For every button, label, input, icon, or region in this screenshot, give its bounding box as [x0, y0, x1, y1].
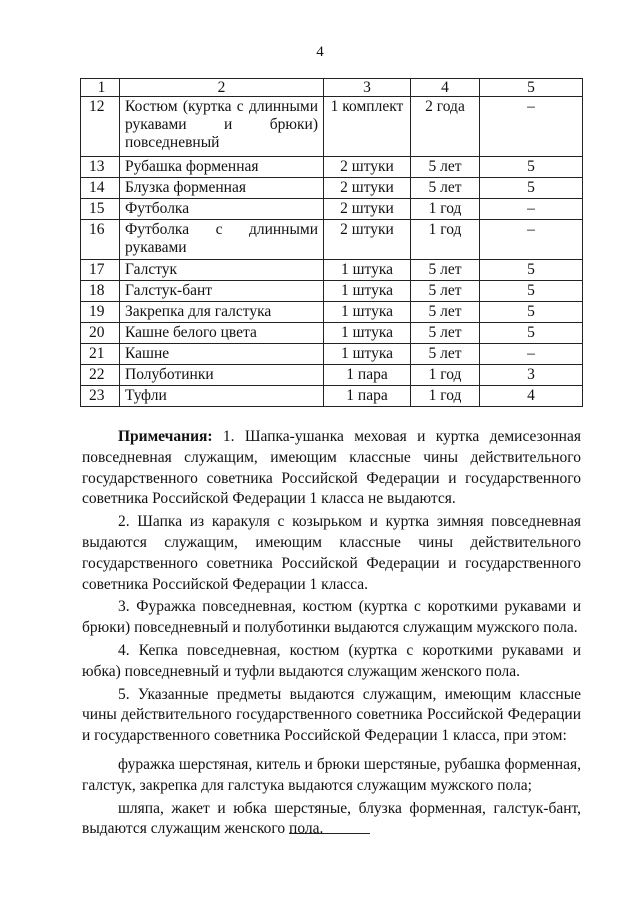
- row-item-name-cell: Галстук: [120, 260, 324, 281]
- row-item-name-cell: Футболка с длинными рукавами: [120, 220, 324, 260]
- row-extra-cell: 5: [480, 260, 583, 281]
- table-row: [81, 386, 583, 407]
- table-row: [81, 220, 583, 260]
- row-number-cell: 20: [81, 323, 120, 344]
- row-number-cell: 21: [81, 344, 120, 365]
- row-term-cell: 5 лет: [411, 302, 480, 323]
- table-row: [81, 178, 583, 199]
- row-item-name-cell: Блузка форменная: [120, 178, 324, 199]
- row-term-cell: 5 лет: [411, 344, 480, 365]
- note-2: 2. Шапка из каракуля с козырьком и куртка зимняя повседневная выдаются служащим, имеющим классные чины действительного государственного советника Российской Федерации и государственного советника Российской Федерации 1 класса.: [82, 513, 581, 593]
- row-quantity-cell: 1 штука: [324, 302, 411, 323]
- note-3: 3. Фуражка повседневная, костюм (куртка с короткими рукавами и брюки) повседневный и полуботинки выдаются служащим мужского пола.: [82, 598, 581, 637]
- row-extra-cell: –: [480, 344, 583, 365]
- row-quantity-cell: 2 штуки: [324, 157, 411, 178]
- table-row: [81, 199, 583, 220]
- row-quantity-cell: 1 штука: [324, 260, 411, 281]
- row-extra-cell: –: [480, 97, 583, 157]
- header-cell-extra: 5: [480, 79, 583, 97]
- table-row: [81, 365, 583, 386]
- row-item-name-cell: Полуботинки: [120, 365, 324, 386]
- notes-label: Примечания: [118, 428, 208, 445]
- footer-separator-line: [289, 833, 370, 834]
- row-quantity-cell: 2 штуки: [324, 220, 411, 260]
- note-5-male: фуражка шерстяная, китель и брюки шерстяные, рубашка форменная, галстук, закрепка для галстука выдаются служащим мужского пола;: [82, 755, 581, 794]
- row-extra-cell: 5: [480, 157, 583, 178]
- row-term-cell: 1 год: [411, 386, 480, 407]
- row-extra-cell: 3: [480, 365, 583, 386]
- row-term-cell: 5 лет: [411, 281, 480, 302]
- row-number-cell: 18: [81, 281, 120, 302]
- row-number-cell: 15: [81, 199, 120, 220]
- row-extra-cell: 5: [480, 178, 583, 199]
- note-1-text: 1. Шапка-ушанка меховая и куртка демисезонная повседневная служащим, имеющим классные чины действительного государственного советника Российской Федерации и государственного советника Российской Федерации 1 класса не выдаются.: [82, 428, 581, 508]
- row-number-cell: 12: [81, 97, 120, 157]
- row-term-cell: 5 лет: [411, 178, 480, 199]
- row-item-name-cell: Кашне: [120, 344, 324, 365]
- row-item-name-cell: Кашне белого цвета: [120, 323, 324, 344]
- row-extra-cell: 5: [480, 281, 583, 302]
- header-cell-quantity: 3: [324, 79, 411, 97]
- row-number-cell: 13: [81, 157, 120, 178]
- table-row: [81, 323, 583, 344]
- row-item-name-cell: Футболка: [120, 199, 324, 220]
- row-item-name-cell: Закрепка для галстука: [120, 302, 324, 323]
- row-term-cell: 5 лет: [411, 157, 480, 178]
- note-1: [82, 427, 581, 510]
- table-row: [81, 97, 583, 157]
- row-extra-cell: –: [480, 199, 583, 220]
- row-term-cell: 5 лет: [411, 260, 480, 281]
- row-term-cell: 1 год: [411, 220, 480, 260]
- note-4: 4. Кепка повседневная, костюм (куртка с короткими рукавами и юбка) повседневный и туфли выдаются служащим женского пола.: [82, 641, 581, 680]
- table-row: [81, 281, 583, 302]
- row-number-cell: 17: [81, 260, 120, 281]
- row-quantity-cell: 2 штуки: [324, 178, 411, 199]
- row-item-name-cell: Костюм (куртка с длинными рукавами и брюки) повседневный: [120, 97, 324, 157]
- row-term-cell: 1 год: [411, 199, 480, 220]
- row-extra-cell: –: [480, 220, 583, 260]
- row-extra-cell: 5: [480, 323, 583, 344]
- row-quantity-cell: 1 комплект: [324, 97, 411, 157]
- row-quantity-cell: 1 штука: [324, 281, 411, 302]
- header-cell-item: 2: [120, 79, 324, 97]
- table-header-row: [81, 79, 583, 97]
- row-number-cell: 14: [81, 178, 120, 199]
- row-item-name-cell: Рубашка форменная: [120, 157, 324, 178]
- row-number-cell: 22: [81, 365, 120, 386]
- note-5: 5. Указанные предметы выдаются служащим, имеющим классные чины действительного государственного советника Российской Федерации и государственного советника Российской Федерации 1 класса, при этом:: [82, 685, 581, 745]
- row-extra-cell: 5: [480, 302, 583, 323]
- row-extra-cell: 4: [480, 386, 583, 407]
- row-term-cell: 5 лет: [411, 323, 480, 344]
- row-quantity-cell: 1 штука: [324, 323, 411, 344]
- table-row: [81, 260, 583, 281]
- table-row: [81, 302, 583, 323]
- row-quantity-cell: 2 штуки: [324, 199, 411, 220]
- row-quantity-cell: 1 пара: [324, 386, 411, 407]
- row-term-cell: 2 года: [411, 97, 480, 157]
- row-item-name-cell: Туфли: [120, 386, 324, 407]
- row-term-cell: 1 год: [411, 365, 480, 386]
- note-5-female: шляпа, жакет и юбка шерстяные, блузка форменная, галстук-бант, выдаются служащим женского пола.: [82, 799, 581, 838]
- row-item-name-cell: Галстук-бант: [120, 281, 324, 302]
- row-quantity-cell: 1 пара: [324, 365, 411, 386]
- table-row: [81, 157, 583, 178]
- row-quantity-cell: 1 штука: [324, 344, 411, 365]
- table-row: [81, 344, 583, 365]
- notes-label-colon: :: [207, 428, 213, 445]
- notes-section: [82, 427, 581, 842]
- header-cell-number: 1: [81, 79, 120, 97]
- row-number-cell: 19: [81, 302, 120, 323]
- row-number-cell: 23: [81, 386, 120, 407]
- header-cell-term: 4: [411, 79, 480, 97]
- items-table: [80, 78, 583, 407]
- page-number: 4: [316, 44, 324, 60]
- row-number-cell: 16: [81, 220, 120, 260]
